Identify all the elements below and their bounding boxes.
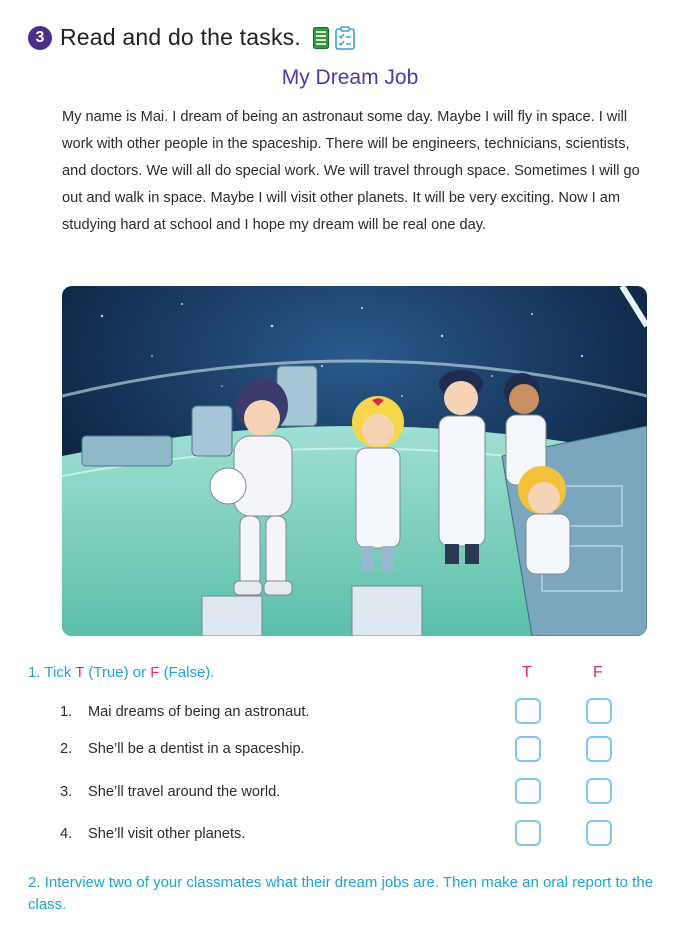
task-heading: Read and do the tasks. — [60, 24, 301, 50]
statement-number: 2. — [60, 741, 73, 757]
checkbox-false-3[interactable] — [586, 778, 612, 804]
task-header — [28, 24, 355, 51]
column-header-false: F — [593, 664, 603, 681]
checkbox-false-1[interactable] — [586, 698, 612, 724]
checklist-clipboard-icon — [335, 26, 355, 50]
task-icons — [313, 26, 355, 50]
checkbox-true-4[interactable] — [515, 820, 541, 846]
statement-number: 3. — [60, 784, 73, 800]
reading-book-icon — [313, 27, 329, 49]
false-letter: F — [150, 664, 160, 681]
task1-instruction — [28, 664, 214, 681]
checkbox-false-4[interactable] — [586, 820, 612, 846]
false-word: (False). — [159, 664, 215, 681]
passage-title: My Dream Job — [281, 66, 419, 89]
statement-row — [60, 826, 245, 842]
task-number-badge: 3 — [28, 26, 52, 50]
statement-row — [60, 704, 309, 720]
task2-text: Interview two of your classmates what their dream jobs are. Then make an oral report to the class. — [28, 874, 654, 913]
task1-number: 1. — [28, 664, 41, 681]
checkbox-true-2[interactable] — [515, 736, 541, 762]
statement-text: She’ll travel around the world. — [88, 784, 281, 800]
statement-text: She’ll be a dentist in a spaceship. — [88, 741, 305, 757]
true-word: (True) or — [84, 664, 151, 681]
statement-row — [60, 741, 305, 757]
checkbox-true-3[interactable] — [515, 778, 541, 804]
column-header-true: T — [522, 664, 532, 681]
statement-number: 1. — [60, 704, 73, 720]
task2-number: 2. — [28, 874, 41, 891]
statement-row — [60, 784, 280, 800]
task1-text-a: Tick — [44, 664, 76, 681]
checkbox-false-2[interactable] — [586, 736, 612, 762]
statement-text: Mai dreams of being an astronaut. — [88, 704, 310, 720]
statement-number: 4. — [60, 826, 73, 842]
checkbox-true-1[interactable] — [515, 698, 541, 724]
reading-passage: My name is Mai. I dream of being an astronaut some day. Maybe I will fly in space. I will work with other people in the spaceship. There will be engineers, technicians, scientists, and doctors. We will all do special work. We will travel through space. Sometimes I will go out and walk in space. Maybe I will visit other planets. It will be very exciting. Now I am studying hard at school and I hope my dream will be real one day. — [62, 109, 640, 233]
spaceship-illustration — [62, 286, 647, 636]
true-letter: T — [75, 664, 85, 681]
statement-text: She’ll visit other planets. — [88, 826, 246, 842]
task2-instruction — [28, 872, 668, 916]
